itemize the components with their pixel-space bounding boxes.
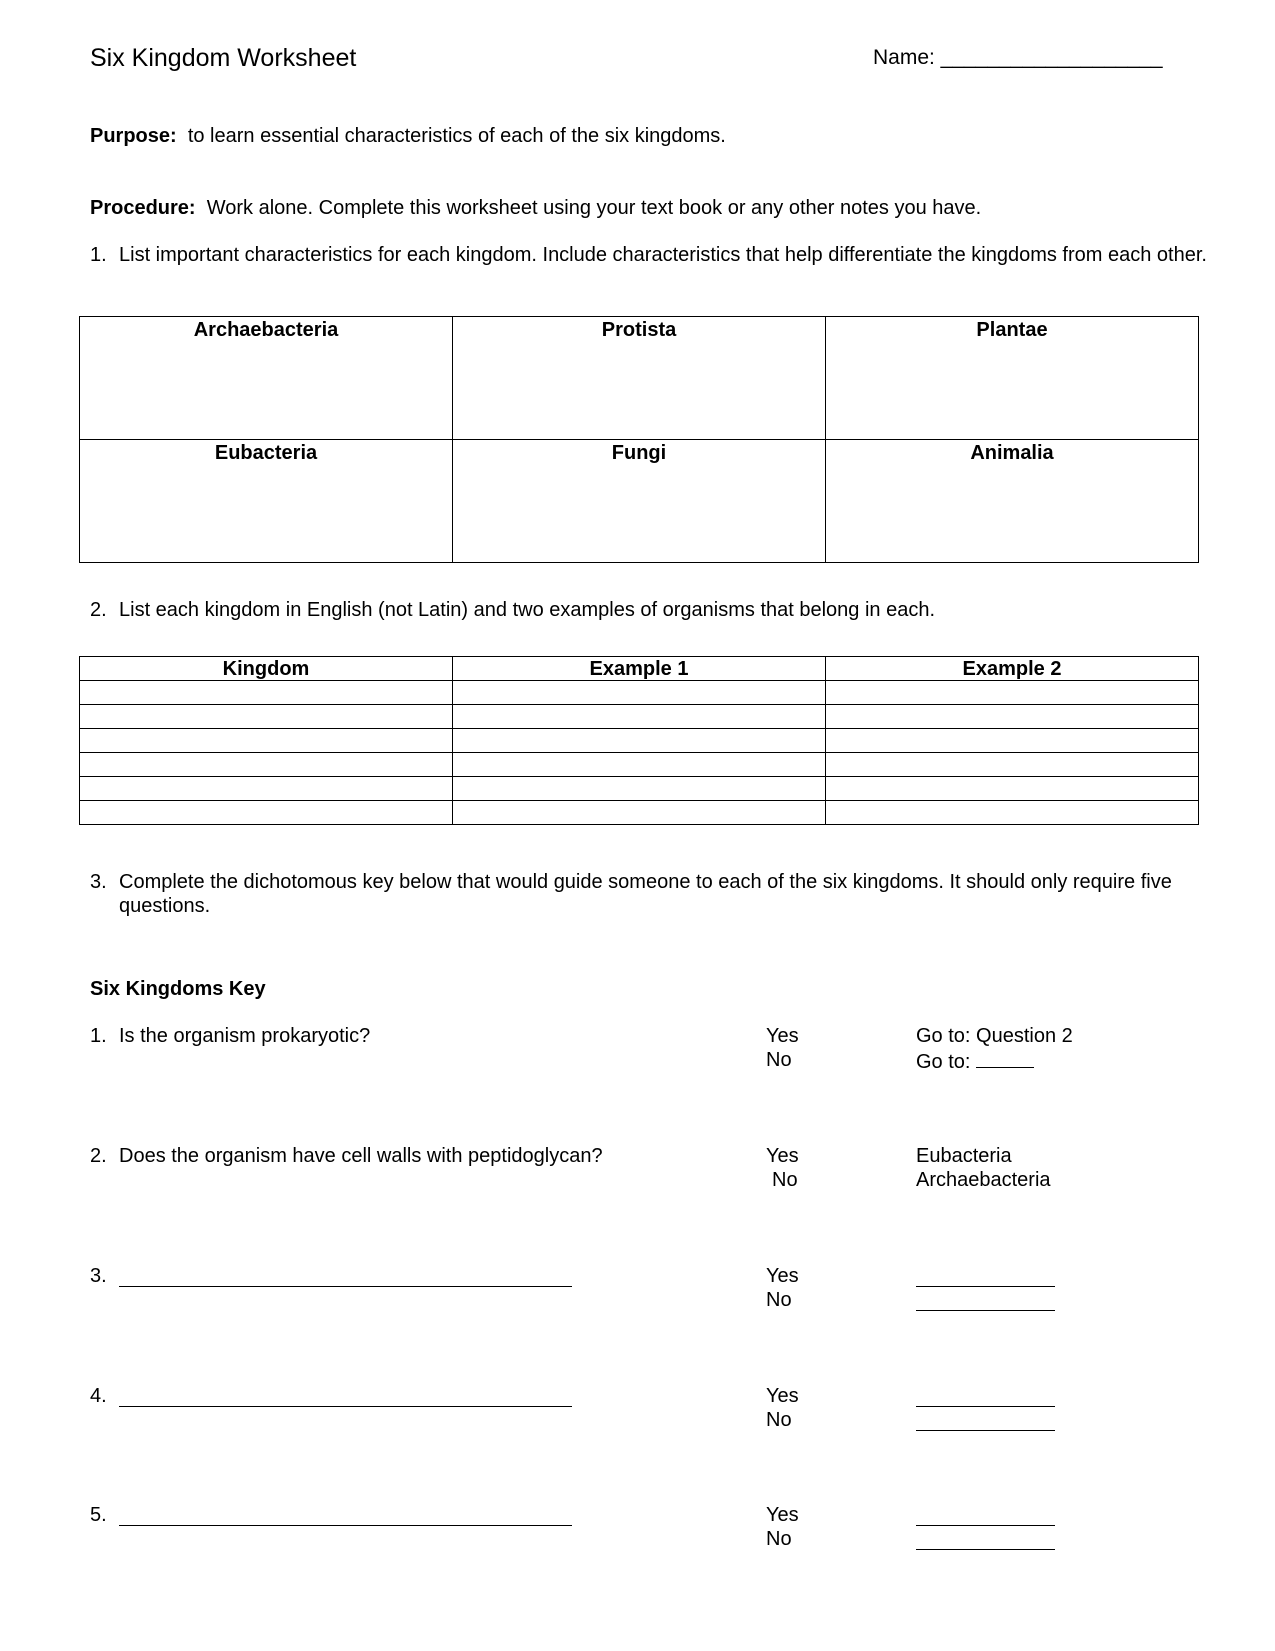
table-row [80, 801, 1199, 825]
table-cell[interactable] [80, 681, 453, 705]
question-blank[interactable] [119, 1406, 572, 1407]
no-label: No [766, 1049, 792, 1071]
yes-answer: Go to: Question 2 [916, 1025, 1073, 1047]
table-row [80, 777, 1199, 801]
yes-label: Yes [766, 1504, 799, 1526]
cell-archaebacteria[interactable]: Archaebacteria [80, 317, 453, 440]
examples-table [79, 656, 1199, 825]
table-row [80, 681, 1199, 705]
cell-plantae[interactable]: Plantae [826, 317, 1199, 440]
no-answer-blank[interactable] [916, 1310, 1055, 1311]
yes-answer-blank[interactable] [916, 1286, 1055, 1287]
purpose-statement [90, 125, 726, 148]
table-cell[interactable] [826, 705, 1199, 729]
table-cell[interactable] [826, 753, 1199, 777]
question-1 [90, 243, 1210, 293]
table-cell[interactable] [80, 729, 453, 753]
table-row [80, 729, 1199, 753]
no-label: No [766, 1289, 792, 1311]
column-header: Example 1 [453, 657, 826, 681]
key-title: Six Kingdoms Key [90, 978, 266, 1000]
answer-blank[interactable] [976, 1049, 1034, 1068]
purpose-label: Purpose: [90, 125, 177, 147]
no-answer-blank[interactable] [916, 1549, 1055, 1550]
cell-eubacteria[interactable]: Eubacteria [80, 440, 453, 563]
table-row [80, 753, 1199, 777]
column-header: Kingdom [80, 657, 453, 681]
key-number: 4. [90, 1385, 107, 1407]
no-answer-blank[interactable] [916, 1430, 1055, 1431]
question-text: List each kingdom in English (not Latin) and two examples of organisms that belong in each. [119, 599, 936, 621]
table-cell[interactable] [453, 705, 826, 729]
question-3 [90, 870, 1210, 920]
procedure-text: Work alone. Complete this worksheet using your text book or any other notes you have. [206, 197, 982, 219]
yes-label: Yes [766, 1265, 799, 1287]
key-number: 1. [90, 1025, 107, 1047]
cell-fungi[interactable]: Fungi [453, 440, 826, 563]
key-item-5 [90, 1504, 1210, 1564]
procedure-label: Procedure: [90, 197, 196, 219]
question-blank[interactable] [119, 1525, 572, 1526]
cell-protista[interactable]: Protista [453, 317, 826, 440]
question-2 [90, 598, 1210, 624]
no-answer: Archaebacteria [916, 1169, 1051, 1191]
yes-label: Yes [766, 1025, 799, 1047]
question-text: List important characteristics for each kingdom. Include characteristics that help differentiate the kingdoms from each other. [119, 244, 1207, 266]
no-answer-label: Go to: [916, 1051, 971, 1073]
purpose-text: to learn essential characteristics of each of the six kingdoms. [187, 125, 726, 147]
question-text: Complete the dichotomous key below that would guide someone to each of the six kingdoms. It should only require five questions. [119, 871, 1172, 917]
key-question: Does the organism have cell walls with peptidoglycan? [119, 1145, 603, 1167]
table-cell[interactable] [453, 729, 826, 753]
key-number: 2. [90, 1145, 107, 1167]
yes-answer: Eubacteria [916, 1145, 1012, 1167]
table-cell[interactable] [80, 777, 453, 801]
table-cell[interactable] [453, 777, 826, 801]
key-question: Is the organism prokaryotic? [119, 1025, 371, 1047]
table-cell[interactable] [80, 801, 453, 825]
worksheet-title: Six Kingdom Worksheet [90, 44, 357, 72]
yes-label: Yes [766, 1385, 799, 1407]
key-item-3 [90, 1265, 1210, 1325]
kingdom-characteristics-grid [79, 316, 1199, 563]
column-header: Example 2 [826, 657, 1199, 681]
no-label: No [766, 1528, 792, 1550]
key-number: 5. [90, 1504, 107, 1526]
yes-answer-blank[interactable] [916, 1406, 1055, 1407]
question-number: 3. [90, 871, 107, 893]
no-answer [916, 1049, 1034, 1074]
table-row [80, 705, 1199, 729]
key-item-1 [90, 1025, 1210, 1085]
table-cell[interactable] [453, 801, 826, 825]
table-cell[interactable] [80, 705, 453, 729]
key-number: 3. [90, 1265, 107, 1287]
table-cell[interactable] [826, 681, 1199, 705]
question-number: 1. [90, 244, 107, 266]
table-cell[interactable] [826, 729, 1199, 753]
question-blank[interactable] [119, 1286, 572, 1287]
table-cell[interactable] [826, 801, 1199, 825]
question-number: 2. [90, 599, 107, 621]
table-cell[interactable] [453, 681, 826, 705]
no-label: No [772, 1169, 798, 1191]
table-cell[interactable] [80, 753, 453, 777]
cell-animalia[interactable]: Animalia [826, 440, 1199, 563]
table-cell[interactable] [826, 777, 1199, 801]
table-cell[interactable] [453, 753, 826, 777]
key-item-4 [90, 1385, 1210, 1445]
procedure-statement [90, 197, 981, 220]
yes-answer-blank[interactable] [916, 1525, 1055, 1526]
name-field[interactable]: Name: ___________________ [873, 46, 1163, 69]
no-label: No [766, 1409, 792, 1431]
yes-label: Yes [766, 1145, 799, 1167]
key-item-2 [90, 1145, 1210, 1205]
